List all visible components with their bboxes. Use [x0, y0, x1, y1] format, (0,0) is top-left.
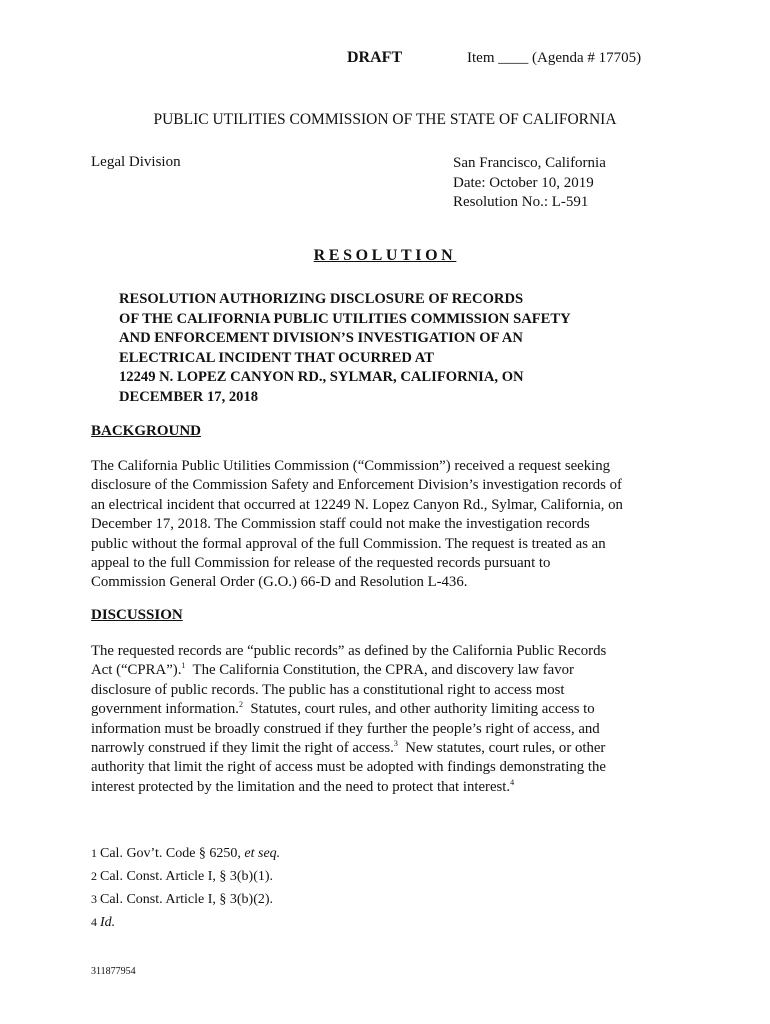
caption-line: ELECTRICAL INCIDENT THAT OCURRED AT [119, 349, 434, 366]
resolution-caption [119, 290, 571, 407]
line-text: New statutes, court rules, or other [397, 740, 606, 757]
footnote-number: 4 [91, 915, 97, 929]
footnote-number: 2 [91, 869, 97, 883]
legal-division: Legal Division [91, 154, 181, 170]
line-text: Act (“CPRA”). [91, 662, 182, 679]
discussion-paragraph [91, 642, 606, 797]
line-text: government information. [91, 701, 239, 718]
line-text: The California Constitution, the CPRA, and discovery law favor [185, 662, 574, 679]
caption-line: AND ENFORCEMENT DIVISION’S INVESTIGATION OF AN [119, 330, 523, 346]
background-heading: BACKGROUND [91, 423, 202, 439]
agenda-item-label: Item ____ (Agenda # 17705) [467, 50, 642, 66]
paragraph-line: The requested records are “public records” as defined by the California Public Records [91, 643, 607, 659]
line-text: interest protected by the limitation and the need to protect that interest. [91, 778, 511, 795]
footnote-italic: Id. [100, 915, 116, 930]
footnote-number: 1 [91, 846, 97, 860]
resolution-meta [453, 154, 606, 213]
footnote-ref-2[interactable]: 2 [238, 700, 243, 710]
discussion-heading: DISCUSSION [91, 607, 183, 623]
paragraph-line: Commission General Order (G.O.) 66-D and Resolution L-436. [91, 574, 468, 591]
line-text: narrowly construed if they limit the right of access. [91, 740, 394, 757]
footnote-1 [91, 846, 280, 862]
date: Date: October 10, 2019 [453, 174, 594, 191]
paragraph-line [91, 778, 606, 797]
footnote-text: Cal. Const. Article I, § 3(b)(2). [100, 892, 274, 907]
resolution-heading: RESOLUTION [313, 247, 457, 264]
paragraph-line [91, 739, 606, 758]
paragraph-line: disclosure of the Commission Safety and Enforcement Division’s investigation records of [91, 477, 622, 494]
paragraph-line [91, 700, 606, 719]
paragraph-line: December 17, 2018. The Commission staff could not make the investigation records [91, 516, 590, 533]
footnote-ref-1[interactable]: 1 [181, 661, 186, 671]
background-paragraph [91, 457, 623, 593]
footnote-number: 3 [91, 892, 97, 906]
footnote-text: Cal. Const. Article I, § 3(b)(1). [100, 869, 274, 884]
paragraph-line: public without the formal approval of the full Commission. The request is treated as an [91, 535, 606, 552]
paragraph-line: appeal to the full Commission for release of the requested records pursuant to [91, 555, 551, 572]
caption-line: RESOLUTION AUTHORIZING DISCLOSURE OF RECORDS [119, 291, 524, 307]
commission-name: PUBLIC UTILITIES COMMISSION OF THE STATE OF CALIFORNIA [153, 111, 617, 128]
caption-line: OF THE CALIFORNIA PUBLIC UTILITIES COMMISSION SAFETY [119, 310, 571, 327]
document-number: 311877954 [91, 966, 136, 977]
resolution-number: Resolution No.: L-591 [453, 194, 589, 210]
paragraph-line: disclosure of public records. The public has a constitutional right to access most [91, 681, 565, 698]
caption-line: DECEMBER 17, 2018 [119, 388, 259, 405]
line-text: Statutes, court rules, and other authority limiting access to [242, 701, 595, 718]
caption-line: 12249 N. LOPEZ CANYON RD., SYLMAR, CALIFORNIA, ON [119, 369, 524, 385]
draft-label: DRAFT [347, 49, 403, 66]
footnote-italic: et seq. [244, 846, 281, 861]
footnote-2 [91, 869, 273, 885]
paragraph-line: information must be broadly construed if they further the people’s right of access, and [91, 720, 600, 737]
footnote-4 [91, 915, 115, 931]
footnote-ref-3[interactable]: 3 [393, 739, 398, 749]
paragraph-line [91, 661, 606, 680]
paragraph-line: an electrical incident that occurred at 12249 N. Lopez Canyon Rd., Sylmar, California, on [91, 496, 623, 513]
location: San Francisco, California [453, 155, 606, 171]
paragraph-line: authority that limit the right of access must be adopted with findings demonstrating the [91, 759, 606, 776]
footnote-ref-4[interactable]: 4 [510, 777, 515, 787]
paragraph-line: The California Public Utilities Commission (“Commission”) received a request seeking [91, 458, 611, 474]
footnote-text: Cal. Gov’t. Code § 6250, [100, 846, 245, 861]
footnote-3 [91, 892, 273, 908]
